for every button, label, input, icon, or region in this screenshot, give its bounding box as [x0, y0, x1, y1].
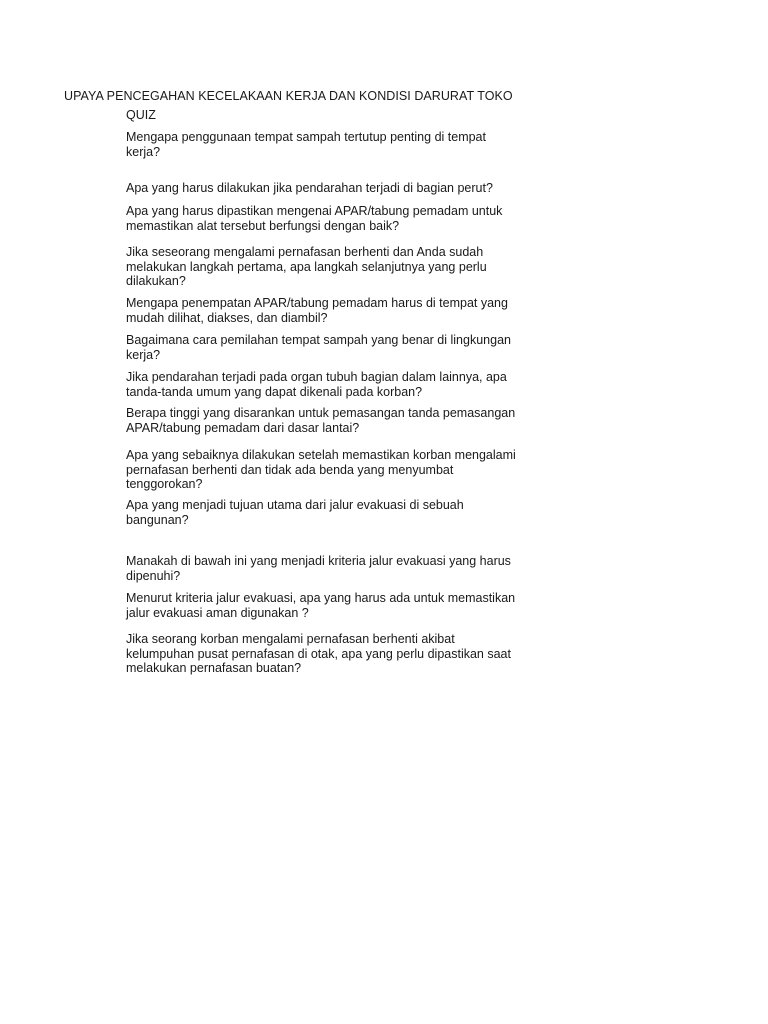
question-item: Jika seorang korban mengalami pernafasan berhenti akibat kelumpuhan pusat pernafasan di otak, apa yang perlu dipastikan saat melakukan pernafasan buatan?: [126, 632, 511, 675]
question-item: Apa yang menjadi tujuan utama dari jalur evakuasi di sebuah bangunan?: [126, 498, 464, 527]
question-item: Berapa tinggi yang disarankan untuk pemasangan tanda pemasangan APAR/tabung pemadam dari dasar lantai?: [126, 406, 516, 435]
question-item: Menurut kriteria jalur evakuasi, apa yang harus ada untuk memastikan jalur evakuasi aman digunakan ?: [126, 591, 516, 620]
question-item: Mengapa penempatan APAR/tabung pemadam harus di tempat yang mudah dilihat, diakses, dan diambil?: [126, 296, 508, 325]
question-item: Mengapa penggunaan tempat sampah tertutup penting di tempat kerja?: [126, 130, 486, 159]
document-title: UPAYA PENCEGAHAN KECELAKAAN KERJA DAN KONDISI DARURAT TOKO: [64, 89, 513, 103]
question-item: Apa yang harus dilakukan jika pendarahan terjadi di bagian perut?: [126, 181, 493, 195]
question-item: Bagaimana cara pemilahan tempat sampah yang benar di lingkungan kerja?: [126, 333, 511, 362]
question-item: Apa yang harus dipastikan mengenai APAR/tabung pemadam untuk memastikan alat tersebut berfungsi dengan baik?: [126, 204, 503, 233]
quiz-label: QUIZ: [126, 108, 156, 122]
question-item: Apa yang sebaiknya dilakukan setelah memastikan korban mengalami pernafasan berhenti dan tidak ada benda yang menyumbat tenggorokan?: [126, 448, 516, 491]
question-item: Manakah di bawah ini yang menjadi kriteria jalur evakuasi yang harus dipenuhi?: [126, 554, 511, 583]
question-item: Jika seseorang mengalami pernafasan berhenti dan Anda sudah melakukan langkah pertama, apa langkah selanjutnya yang perlu dilakukan?: [126, 245, 487, 288]
question-item: Jika pendarahan terjadi pada organ tubuh bagian dalam lainnya, apa tanda-tanda umum yang dapat dikenali pada korban?: [126, 370, 507, 399]
